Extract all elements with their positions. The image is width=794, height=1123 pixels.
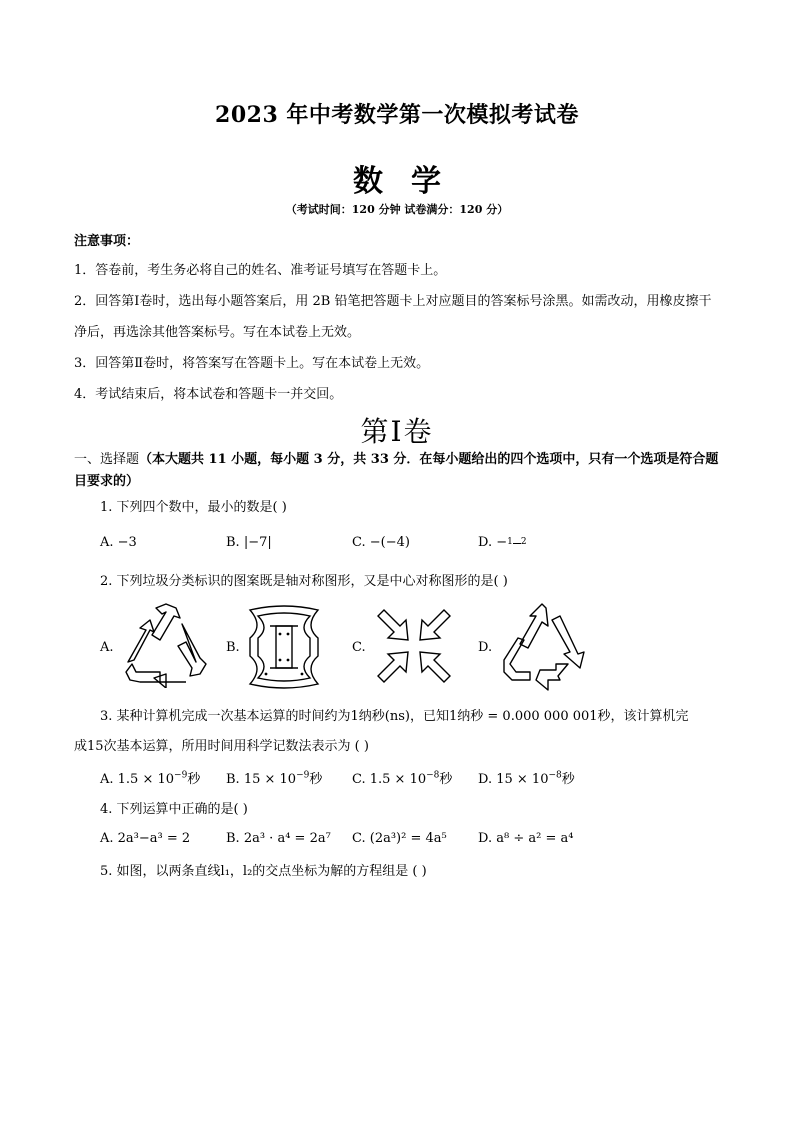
part-heading <box>74 449 724 493</box>
part-prefix: 一、选择题 <box>74 452 140 467</box>
option-b: B. 2a³ · a⁴ = 2a⁷ <box>226 831 331 846</box>
option-a-unit: 秒 <box>187 772 201 787</box>
option-d-base: D. 15 × 10 <box>478 772 549 787</box>
exam-title: 2023 年中考数学第一次模拟考试卷 <box>215 102 579 128</box>
notes-list <box>74 255 724 410</box>
option-b: B. |−7| <box>226 535 272 550</box>
option-d-label: D. <box>478 640 493 655</box>
option-b-base: B. 15 × 10 <box>226 772 297 787</box>
option-c: C. (2a³)² = 4a⁵ <box>352 831 447 846</box>
section-title: 第Ⅰ卷 <box>360 415 434 448</box>
option-d-prefix: D. − <box>478 535 508 550</box>
option-b-label: B. <box>226 640 240 655</box>
option-a: A. 2a³−a³ = 2 <box>100 831 191 846</box>
note-item: 3．回答第Ⅱ卷时，将答案写在答题卡上。写在本试卷上无效。 <box>74 356 430 371</box>
inward-arrows-icon <box>374 606 454 686</box>
option-d-exponent: −8 <box>548 770 562 781</box>
fraction-denominator: 2 <box>520 537 527 547</box>
option-c-unit: 秒 <box>439 772 453 787</box>
time-info: （考试时间：120 分钟 试卷满分：120 分） <box>285 203 509 216</box>
question-3-options <box>100 768 730 787</box>
option-d-unit: 秒 <box>561 772 575 787</box>
option-b <box>226 768 352 787</box>
option-b-exponent: −9 <box>296 770 310 781</box>
note-item: 1．答卷前，考生务必将自己的姓名、准考证号填写在答题卡上。 <box>74 263 447 278</box>
part-instructions: （本大题共 11 小题，每小题 3 分，共 33 分．在每小题给出的四个选项中，只有一个选项是符合题目要求的） <box>74 452 719 489</box>
option-a-base: A. 1.5 × 10 <box>100 772 175 787</box>
option-b-unit: 秒 <box>309 772 323 787</box>
subject-title: 数学 <box>353 164 469 199</box>
option-d <box>478 535 527 550</box>
question-4-stem: 4. 下列运算中正确的是( ) <box>100 802 248 817</box>
option-c: C. −(−4) <box>352 535 410 550</box>
note-item: 2．回答第Ⅰ卷时，选出每小题答案后，用 2B 铅笔把答题卡上对应题目的答案标号涂黑。如需改动，用橡皮擦干净后，再选涂其他答案标号。写在本试卷上无效。 <box>74 294 712 340</box>
recycle-arrows-icon <box>500 600 586 692</box>
option-c-exponent: −8 <box>426 770 440 781</box>
option-c-label: C. <box>352 640 366 655</box>
option-a-exponent: −9 <box>174 770 188 781</box>
question-4-options <box>100 831 730 846</box>
option-a: A. −3 <box>100 535 137 550</box>
option-a-label: A. <box>100 640 114 655</box>
option-a <box>100 768 226 787</box>
note-item: 4．考试结束后，将本试卷和答题卡一并交回。 <box>74 387 343 402</box>
option-d <box>478 768 575 787</box>
notes-title: 注意事项： <box>74 234 140 249</box>
question-1-stem: 1. 下列四个数中，最小的数是( ) <box>100 500 287 515</box>
bin-frame-icon <box>244 604 324 690</box>
question-5-stem: 5. 如图，以两条直线l₁，l₂的交点坐标为解的方程组是 ( ) <box>100 864 427 879</box>
option-c <box>352 768 478 787</box>
option-c-base: C. 1.5 × 10 <box>352 772 427 787</box>
question-3-stem-line1: 3. 某种计算机完成一次基本运算的时间约为1纳秒(ns)，已知1纳秒 = 0.000 000 001秒，该计算机完 <box>100 709 689 724</box>
question-1-options <box>100 535 730 550</box>
question-3-stem-line2: 成15次基本运算，所用时间用科学记数法表示为 ( ) <box>74 739 369 754</box>
option-d: D. a⁸ ÷ a² = a⁴ <box>478 831 574 846</box>
recycle-triangle-icon <box>120 602 212 688</box>
fraction-numerator: 1 <box>507 537 513 547</box>
fraction <box>507 538 526 547</box>
question-2-stem: 2. 下列垃圾分类标识的图案既是轴对称图形，又是中心对称图形的是( ) <box>100 574 508 589</box>
